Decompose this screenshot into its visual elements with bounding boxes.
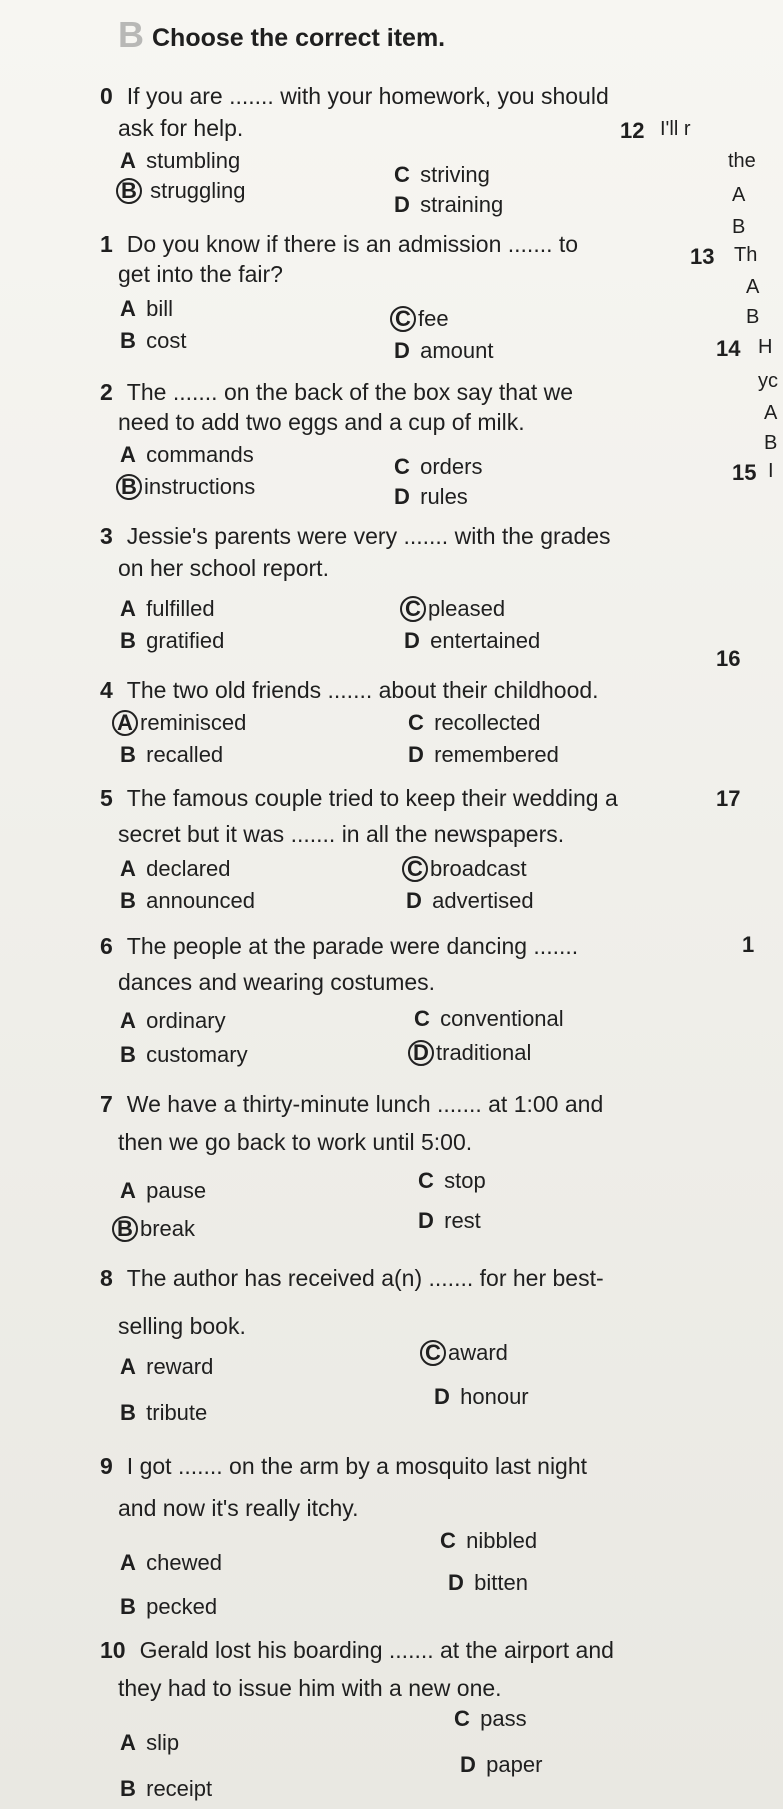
question-9: 9 I got ....... on the arm by a mosquito last night [100,1453,588,1479]
right-option-a[interactable]: A [746,276,760,298]
option-b[interactable]: B cost [120,328,187,353]
option-c[interactable]: C fee [390,306,449,332]
option-c[interactable]: C orders [394,454,483,479]
option-c[interactable]: C stop [418,1168,486,1193]
right-question-number: 15 [732,460,757,485]
option-b[interactable]: B recalled [120,742,224,767]
question-0 [100,80,609,112]
right-question-number: 16 [716,646,741,671]
option-b[interactable]: B customary [120,1042,248,1067]
option-d[interactable]: D paper [460,1752,543,1777]
circled-answer-mark: C [402,856,428,882]
right-option-a[interactable]: A [732,184,746,206]
option-a[interactable]: A reminisced [112,710,246,736]
question-6: 6 The people at the parade were dancing ....... [100,933,579,959]
option-d[interactable]: D straining [394,192,504,217]
option-a[interactable]: A fulfilled [120,596,215,621]
option-d[interactable]: D honour [434,1384,529,1409]
option-b[interactable]: B receipt [120,1776,213,1801]
question-6-line2: dances and wearing costumes. [118,969,436,995]
circled-answer-mark: B [112,1216,138,1242]
option-a[interactable]: A commands [120,442,254,467]
option-b[interactable]: B gratified [120,628,225,653]
question-8: 8 The author has received a(n) ....... for her best- [100,1265,604,1291]
right-option-a[interactable]: A [764,402,778,424]
question-2: 2 The ....... on the back of the box say that we [100,379,573,405]
right-question-text: H [758,336,773,358]
question-0-line2: ask for help. [118,115,244,141]
question-2-line2: need to add two eggs and a cup of milk. [118,409,525,435]
option-c[interactable]: C pass [454,1706,527,1731]
option-c[interactable]: C award [420,1340,508,1366]
option-b[interactable]: B announced [120,888,256,913]
circled-answer-mark: B [116,474,142,500]
section-letter: B [118,14,144,55]
circled-answer-mark: C [390,306,416,332]
option-a[interactable]: A ordinary [120,1008,226,1033]
option-d[interactable]: D bitten [448,1570,528,1595]
option-c[interactable]: C conventional [414,1006,564,1031]
option-a[interactable]: A pause [120,1178,207,1203]
question-9-line2: and now it's really itchy. [118,1495,359,1521]
right-option-b[interactable]: B [764,432,778,454]
question-text: If you are ....... with your homework, you should [126,83,609,109]
question-1: 1 Do you know if there is an admission ....... to [100,231,579,257]
option-d[interactable]: D entertained [404,628,541,653]
right-question-number: 1 [742,932,755,957]
option-d[interactable]: D amount [394,338,494,363]
question-number: 0 [100,83,113,109]
right-question-number: 13 [690,244,715,269]
right-question-text: the [728,150,756,172]
option-c[interactable]: C pleased [400,596,505,622]
option-a[interactable]: A stumbling [120,148,241,173]
right-option-b[interactable]: B [746,306,760,328]
section-heading: Choose the correct item. [152,24,446,52]
question-4: 4 The two old friends ....... about their childhood. [100,677,599,703]
question-8-line2: selling book. [118,1313,246,1339]
option-c[interactable]: C striving [394,162,490,187]
option-a[interactable]: A slip [120,1730,180,1755]
question-7-line2: then we go back to work until 5:00. [118,1129,473,1155]
right-question-text: yc [758,370,778,392]
option-a[interactable]: A chewed [120,1550,222,1575]
option-c[interactable]: C broadcast [402,856,527,882]
question-7: 7 We have a thirty-minute lunch ....... at 1:00 and [100,1091,604,1117]
right-question-text: I [768,460,774,482]
option-d[interactable]: D remembered [408,742,559,767]
right-question-number: 14 [716,336,741,361]
question-10: 10 Gerald lost his boarding ....... at the airport and [100,1637,614,1663]
question-10-line2: they had to issue him with a new one. [118,1675,502,1701]
right-question-text: I'll r [660,118,691,140]
option-a[interactable]: A reward [120,1354,214,1379]
option-a[interactable]: A declared [120,856,231,881]
circled-answer-mark: D [408,1040,434,1066]
circled-answer-mark: C [420,1340,446,1366]
circled-answer-mark: C [400,596,426,622]
option-c[interactable]: C nibbled [440,1528,538,1553]
option-b[interactable]: B pecked [120,1594,218,1619]
option-b[interactable]: B instructions [116,474,255,500]
option-d[interactable]: D rest [418,1208,481,1233]
question-3-line2: on her school report. [118,555,329,581]
question-5: 5 The famous couple tried to keep their wedding a [100,785,618,811]
option-b[interactable]: B break [112,1216,195,1242]
right-question-text: Th [734,244,758,266]
question-3: 3 Jessie's parents were very ....... with the grades [100,523,611,549]
right-question-number: 12 [620,118,645,143]
option-d[interactable]: D traditional [408,1040,531,1066]
option-d[interactable]: D rules [394,484,468,509]
right-question-number: 17 [716,786,741,811]
option-b[interactable]: B tribute [120,1400,208,1425]
option-b[interactable]: B struggling [116,178,246,204]
question-1-line2: get into the fair? [118,261,283,287]
circled-answer-mark: A [112,710,138,736]
right-option-b[interactable]: B [732,216,746,238]
option-a[interactable]: A bill [120,296,174,321]
question-5-line2: secret but it was ....... in all the newspapers. [118,821,565,847]
option-d[interactable]: D advertised [406,888,534,913]
option-c[interactable]: C recollected [408,710,541,735]
circled-answer-mark: B [116,178,142,204]
